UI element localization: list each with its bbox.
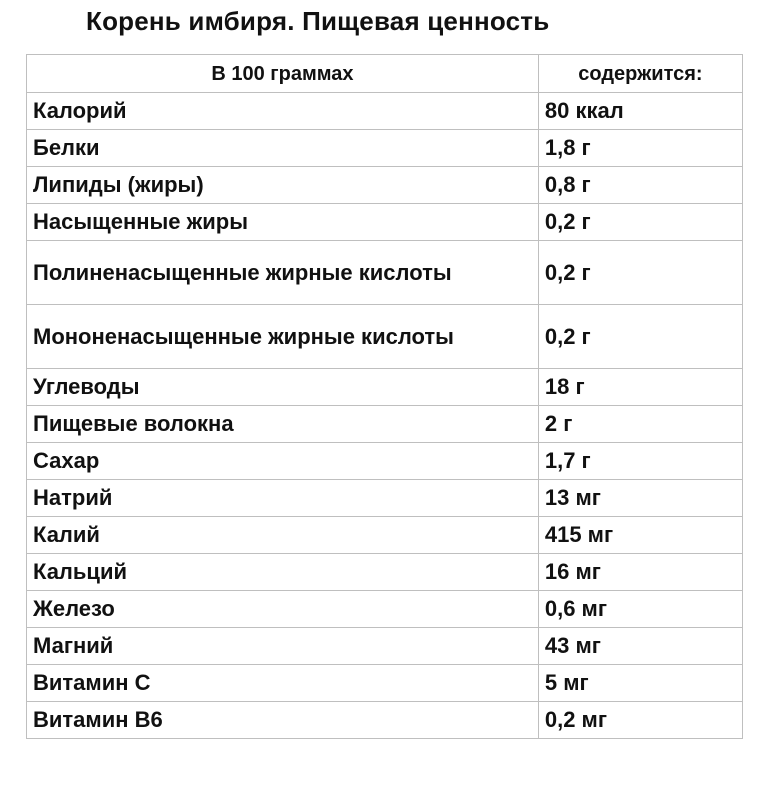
nutrient-value: 0,2 г bbox=[538, 305, 742, 369]
nutrient-value: 2 г bbox=[538, 406, 742, 443]
nutrient-name: Углеводы bbox=[27, 369, 539, 406]
nutrient-name: Пищевые волокна bbox=[27, 406, 539, 443]
table-row bbox=[27, 204, 743, 241]
nutrient-name: Липиды (жиры) bbox=[27, 167, 539, 204]
table-row bbox=[27, 480, 743, 517]
nutrient-name: Железо bbox=[27, 591, 539, 628]
nutrient-value: 18 г bbox=[538, 369, 742, 406]
nutrient-value: 43 мг bbox=[538, 628, 742, 665]
header-nutrient: В 100 граммах bbox=[27, 55, 539, 93]
table-row bbox=[27, 167, 743, 204]
table-row bbox=[27, 443, 743, 480]
table-row bbox=[27, 665, 743, 702]
nutrient-name: Витамин В6 bbox=[27, 702, 539, 739]
nutrient-name: Мононенасыщенные жирные кислоты bbox=[27, 305, 539, 369]
nutrient-name: Магний bbox=[27, 628, 539, 665]
nutrient-name: Натрий bbox=[27, 480, 539, 517]
table-row bbox=[27, 628, 743, 665]
nutrient-name: Кальций bbox=[27, 554, 539, 591]
table-header-row bbox=[27, 55, 743, 93]
nutrition-table bbox=[26, 54, 743, 739]
nutrient-value: 0,8 г bbox=[538, 167, 742, 204]
nutrient-name: Сахар bbox=[27, 443, 539, 480]
table-row bbox=[27, 702, 743, 739]
table-row bbox=[27, 517, 743, 554]
nutrient-value: 415 мг bbox=[538, 517, 742, 554]
nutrient-value: 1,8 г bbox=[538, 130, 742, 167]
nutrient-value: 0,6 мг bbox=[538, 591, 742, 628]
page-title: Корень имбиря. Пищевая ценность bbox=[86, 6, 550, 36]
table-row bbox=[27, 130, 743, 167]
table-row bbox=[27, 369, 743, 406]
nutrient-value: 0,2 г bbox=[538, 241, 742, 305]
nutrient-name: Калий bbox=[27, 517, 539, 554]
header-amount: содержится: bbox=[538, 55, 742, 93]
nutrient-value: 16 мг bbox=[538, 554, 742, 591]
nutrient-value: 0,2 мг bbox=[538, 702, 742, 739]
table-row bbox=[27, 591, 743, 628]
table-row bbox=[27, 554, 743, 591]
table-row bbox=[27, 406, 743, 443]
nutrient-name: Насыщенные жиры bbox=[27, 204, 539, 241]
nutrient-name: Белки bbox=[27, 130, 539, 167]
table-row bbox=[27, 241, 743, 305]
nutrient-name: Калорий bbox=[27, 93, 539, 130]
nutrient-value: 0,2 г bbox=[538, 204, 742, 241]
nutrient-name: Витамин С bbox=[27, 665, 539, 702]
nutrient-value: 1,7 г bbox=[538, 443, 742, 480]
nutrient-name: Полиненасыщенные жирные кислоты bbox=[27, 241, 539, 305]
table-row bbox=[27, 93, 743, 130]
table-row bbox=[27, 305, 743, 369]
nutrient-value: 13 мг bbox=[538, 480, 742, 517]
nutrient-value: 5 мг bbox=[538, 665, 742, 702]
nutrient-value: 80 ккал bbox=[538, 93, 742, 130]
